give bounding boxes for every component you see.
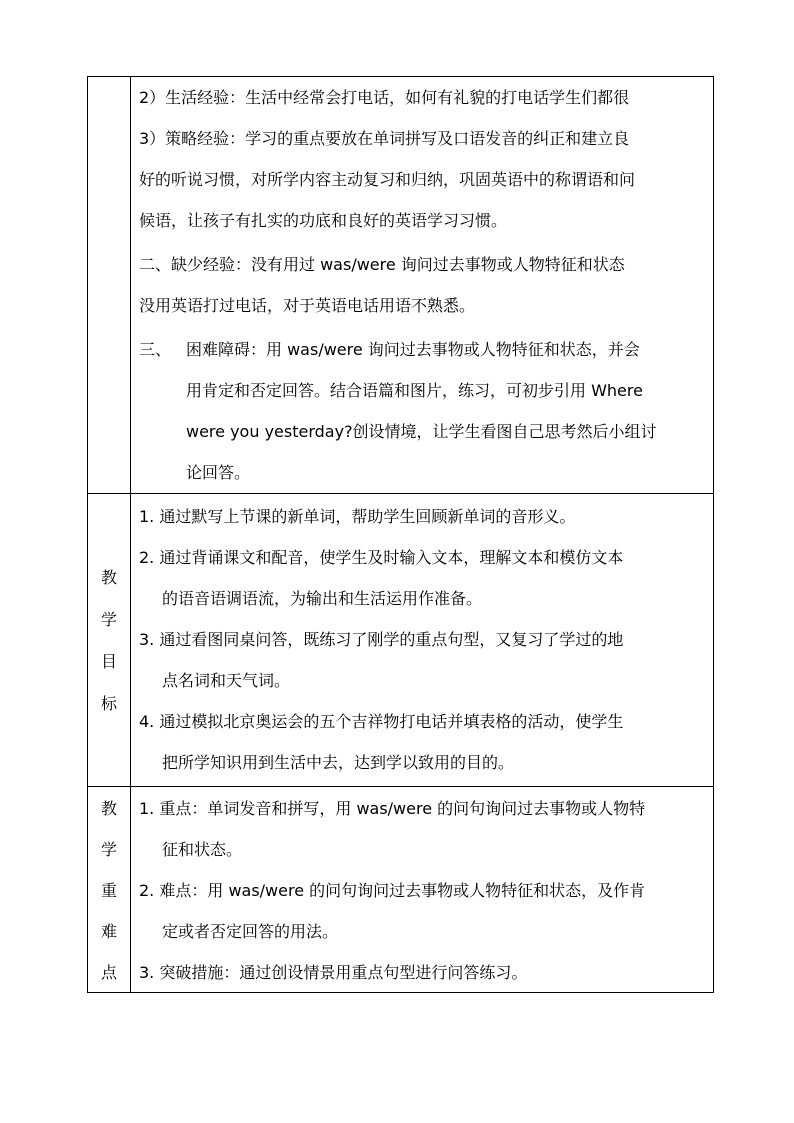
experience-line: 好的听说习惯，对所学内容主动复习和归纳，巩固英语中的称谓语和问 (139, 170, 636, 189)
objective-line: 把所学知识用到生活中去，达到学以致用的目的。 (162, 753, 515, 772)
experience-line: 用肯定和否定回答。结合语篇和图片，练习，可初步引用 Where (186, 381, 643, 400)
key-point-line: 征和状态。 (162, 840, 243, 859)
objective-line: 1. 通过默写上节课的新单词，帮助学生回顾新单词的音形义。 (139, 507, 576, 526)
objectives-label-char: 标 (100, 694, 117, 713)
key-points-label-char: 教 (100, 799, 117, 818)
objectives-label-char: 学 (100, 610, 117, 629)
key-point-line: 2. 难点：用 was/were 的问句询问过去事物或人物特征和状态，及作肯 (139, 881, 646, 900)
experience-heading: 三、 (139, 340, 172, 359)
objective-line: 4. 通过模拟北京奥运会的五个吉祥物打电话并填表格的活动，使学生 (139, 712, 624, 731)
key-points-label-char: 点 (100, 963, 117, 982)
row-divider (88, 786, 713, 787)
experience-line: were you yesterday?创设情境，让学生看图自己思考然后小组讨 (186, 422, 657, 441)
objective-line: 的语音语调语流，为输出和生活运用作准备。 (162, 589, 483, 608)
key-point-line: 3. 突破措施：通过创设情景用重点句型进行问答练习。 (139, 963, 528, 982)
lesson-plan-table (87, 76, 714, 993)
experience-line: 2）生活经验：生活中经常会打电话，如何有礼貌的打电话学生们都很 (139, 88, 630, 107)
objective-line: 3. 通过看图同桌问答，既练习了刚学的重点句型，又复习了学过的地 (139, 630, 624, 649)
objectives-label-char: 目 (100, 652, 117, 671)
objectives-label-char: 教 (100, 568, 117, 587)
experience-line: 没用英语打过电话，对于英语电话用语不熟悉。 (139, 296, 476, 315)
key-points-label-char: 难 (100, 922, 117, 941)
key-points-label-char: 重 (100, 881, 117, 900)
key-point-line: 定或者否定回答的用法。 (162, 922, 339, 941)
experience-line: 论回答。 (186, 463, 251, 482)
objective-line: 点名词和天气词。 (162, 671, 291, 690)
column-divider (130, 77, 131, 992)
experience-line: 困难障碍：用 was/were 询问过去事物或人物特征和状态，并会 (186, 340, 640, 359)
row-divider (88, 493, 713, 494)
key-point-line: 1. 重点：单词发音和拼写，用 was/were 的问句询问过去事物或人物特 (139, 799, 646, 818)
experience-line: 3）策略经验：学习的重点要放在单词拼写及口语发音的纠正和建立良 (139, 129, 630, 148)
objective-line: 2. 通过背诵课文和配音，使学生及时输入文本，理解文本和模仿文本 (139, 548, 624, 567)
experience-line: 二、缺少经验：没有用过 was/were 询问过去事物或人物特征和状态 (139, 255, 625, 274)
experience-line: 候语，让孩子有扎实的功底和良好的英语学习习惯。 (139, 211, 508, 230)
key-points-label-char: 学 (100, 840, 117, 859)
